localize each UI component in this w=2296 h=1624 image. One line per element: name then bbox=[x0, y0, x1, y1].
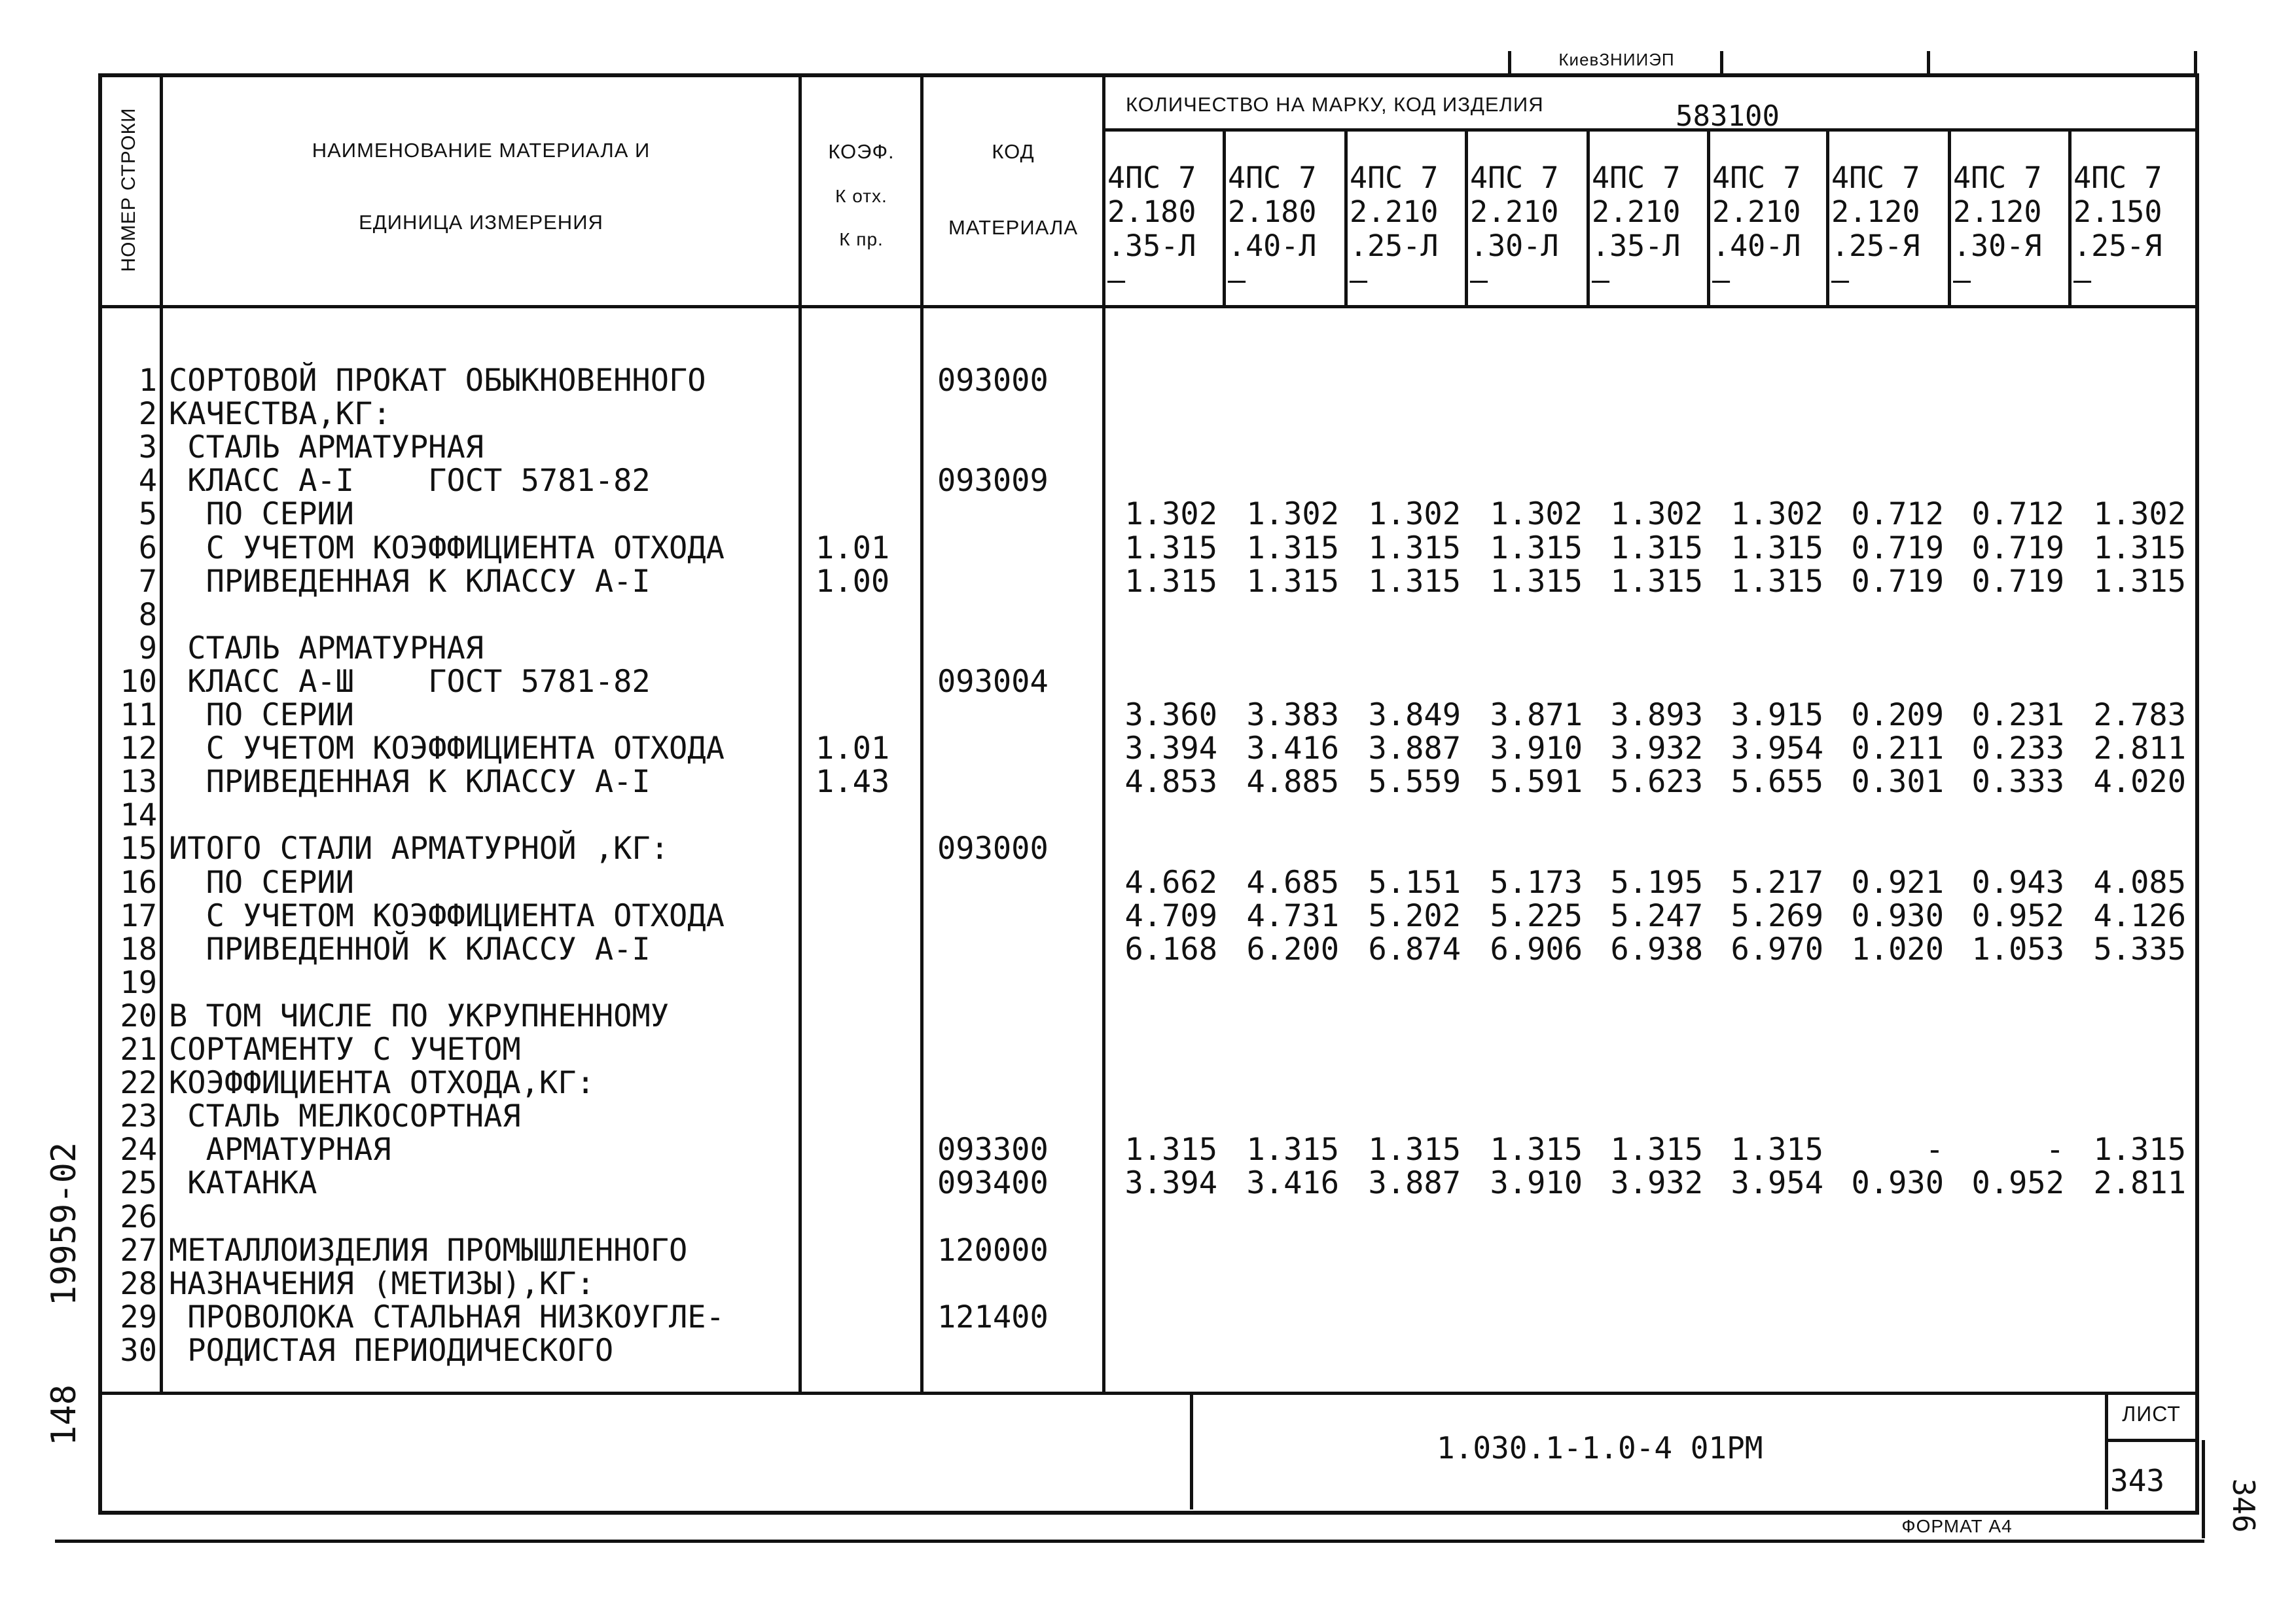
row-number: 13 bbox=[120, 764, 157, 801]
material-name-header-line2: ЕДИНИЦА ИЗМЕРЕНИЯ bbox=[359, 211, 603, 234]
mark-header-line: 4ПС 7 bbox=[1228, 160, 1317, 195]
quantity-value: 3.954 bbox=[1731, 731, 1823, 767]
row-number: 25 bbox=[120, 1165, 157, 1202]
quantity-value: 6.168 bbox=[1124, 931, 1217, 967]
mark-header-line: – bbox=[1831, 262, 1850, 297]
row-number: 9 bbox=[138, 630, 157, 666]
quantity-value: 2.783 bbox=[2093, 697, 2186, 733]
quantity-value: 5.225 bbox=[1490, 897, 1583, 934]
material-name: КАТАНКА bbox=[169, 1165, 317, 1202]
quantity-value: 3.394 bbox=[1124, 1165, 1217, 1202]
quantity-value: 1.315 bbox=[1490, 530, 1583, 566]
quantity-value: 1.315 bbox=[1731, 530, 1823, 566]
quantity-value: 5.655 bbox=[1731, 764, 1823, 801]
quantity-value: 1.302 bbox=[1124, 496, 1217, 533]
material-name: С УЧЕТОМ КОЭФФИЦИЕНТА ОТХОДА bbox=[169, 897, 725, 934]
quantity-value: 0.930 bbox=[1851, 897, 1944, 934]
coefficient: 1.01 bbox=[816, 731, 890, 767]
quantity-header: КОЛИЧЕСТВО НА МАРКУ, КОД ИЗДЕЛИЯ bbox=[1126, 93, 1544, 116]
quantity-value: 5.202 bbox=[1368, 897, 1461, 934]
row-number: 27 bbox=[120, 1232, 157, 1269]
material-name: ПО СЕРИИ bbox=[169, 496, 354, 533]
quantity-value: 3.394 bbox=[1124, 731, 1217, 767]
col-line-coef bbox=[920, 73, 924, 1393]
quantity-value: 1.315 bbox=[1368, 1132, 1461, 1168]
row-number: 30 bbox=[120, 1332, 157, 1369]
quantity-value: 4.020 bbox=[2093, 764, 2186, 801]
quantity-value: 6.970 bbox=[1731, 931, 1823, 967]
mark-header-line: 2.120 bbox=[1953, 194, 2042, 229]
row-number: 24 bbox=[120, 1132, 157, 1168]
mark-header-line: 2.180 bbox=[1228, 194, 1317, 229]
col-line-name bbox=[798, 73, 802, 1393]
mark-header-line: – bbox=[1592, 262, 1610, 297]
mark-header-line: 2.180 bbox=[1107, 194, 1196, 229]
mark-header-line: .25-Л bbox=[1350, 228, 1439, 263]
material-name: КАЧЕСТВА,КГ: bbox=[169, 396, 391, 433]
row-number: 15 bbox=[120, 831, 157, 867]
quantity-value: 4.709 bbox=[1124, 897, 1217, 934]
mark-header-line: – bbox=[1712, 262, 1731, 297]
mark-col-line bbox=[2068, 128, 2072, 306]
quantity-value: 1.302 bbox=[1246, 496, 1339, 533]
quantity-value: 5.247 bbox=[1610, 897, 1703, 934]
quantity-value: - bbox=[2045, 1132, 2064, 1168]
quantity-value: 4.085 bbox=[2093, 864, 2186, 901]
mark-header-line: 4ПС 7 bbox=[1953, 160, 2042, 195]
row-number: 29 bbox=[120, 1299, 157, 1335]
mark-header-line: .25-Я bbox=[1831, 228, 1920, 263]
quantity-value: 2.811 bbox=[2093, 731, 2186, 767]
quantity-value: 1.315 bbox=[1246, 1132, 1339, 1168]
quantity-value: 0.930 bbox=[1851, 1165, 1944, 1202]
mark-col-line bbox=[1948, 128, 1951, 306]
quantity-value: 1.315 bbox=[1610, 1132, 1703, 1168]
quantity-value: 1.302 bbox=[1368, 496, 1461, 533]
quantity-value: 6.200 bbox=[1246, 931, 1339, 967]
mark-header-line: .25-Я bbox=[2073, 228, 2162, 263]
quantity-value: 1.053 bbox=[1971, 931, 2064, 967]
document-code: 1.030.1-1.0-4 01РМ bbox=[1437, 1430, 1763, 1466]
material-name: ИТОГО СТАЛИ АРМАТУРНОЙ ,КГ: bbox=[169, 831, 670, 867]
mark-col-line bbox=[1587, 128, 1590, 306]
row-number: 3 bbox=[138, 429, 157, 466]
quantity-value: 0.712 bbox=[1971, 496, 2064, 533]
quantity-value: 0.719 bbox=[1971, 530, 2064, 566]
quantity-value: 1.315 bbox=[1731, 563, 1823, 600]
row-number: 26 bbox=[120, 1199, 157, 1235]
row-number: 17 bbox=[120, 897, 157, 934]
quantity-value: 1.302 bbox=[1731, 496, 1823, 533]
quantity-value: 4.685 bbox=[1246, 864, 1339, 901]
quantity-value: 1.315 bbox=[1610, 530, 1703, 566]
mark-header-line: – bbox=[1350, 262, 1368, 297]
row-number: 2 bbox=[138, 396, 157, 433]
quantity-value: 1.315 bbox=[1246, 563, 1339, 600]
quantity-value: 3.932 bbox=[1610, 1165, 1703, 1202]
material-name: СОРТАМЕНТУ С УЧЕТОМ bbox=[169, 1032, 521, 1068]
quantity-value: 3.932 bbox=[1610, 731, 1703, 767]
material-code: 121400 bbox=[937, 1299, 1049, 1335]
quantity-value: 4.126 bbox=[2093, 897, 2186, 934]
row-number: 6 bbox=[138, 530, 157, 566]
quantity-value: 1.315 bbox=[1368, 563, 1461, 600]
mark-header-line: .40-Л bbox=[1228, 228, 1317, 263]
quantity-value: 0.209 bbox=[1851, 697, 1944, 733]
mark-header-line: – bbox=[1953, 262, 1971, 297]
row-number: 11 bbox=[120, 697, 157, 733]
mark-header-line: 4ПС 7 bbox=[1470, 160, 1559, 195]
side-number-right: 346 bbox=[2226, 1478, 2261, 1533]
quantity-label-divider bbox=[1102, 128, 2198, 132]
quantity-value: 3.910 bbox=[1490, 1165, 1583, 1202]
quantity-value: 0.921 bbox=[1851, 864, 1944, 901]
quantity-value: 3.887 bbox=[1368, 731, 1461, 767]
mark-col-line bbox=[1344, 128, 1348, 306]
coef-header-line1: КОЭФ. bbox=[828, 140, 895, 163]
material-name: ПРОВОЛОКА СТАЛЬНАЯ НИЗКОУГЛЕ- bbox=[169, 1299, 725, 1335]
material-name: АРМАТУРНАЯ bbox=[169, 1132, 391, 1168]
quantity-value: 0.952 bbox=[1971, 1165, 2064, 1202]
mark-header-line: .35-Л bbox=[1107, 228, 1196, 263]
mark-header-line: 2.210 bbox=[1350, 194, 1439, 229]
material-name: СТАЛЬ АРМАТУРНАЯ bbox=[169, 630, 484, 666]
quantity-value: 4.662 bbox=[1124, 864, 1217, 901]
material-name: В ТОМ ЧИСЛЕ ПО УКРУПНЕННОМУ bbox=[169, 998, 670, 1034]
footer-sheet-divider bbox=[2105, 1439, 2197, 1442]
quantity-value: 0.333 bbox=[1971, 764, 2064, 801]
quantity-value: 0.231 bbox=[1971, 697, 2064, 733]
col-line-code bbox=[1102, 73, 1105, 1393]
quantity-value: 1.315 bbox=[1246, 530, 1339, 566]
material-code: 093000 bbox=[937, 363, 1049, 399]
coef-header-line2: К отх. bbox=[835, 186, 888, 206]
side-number-left: 148 bbox=[45, 1384, 84, 1446]
material-name: НАЗНАЧЕНИЯ (МЕТИЗЫ),КГ: bbox=[169, 1265, 595, 1302]
row-number: 4 bbox=[138, 463, 157, 499]
mark-header-line: – bbox=[2073, 262, 2092, 297]
mark-col-line bbox=[1707, 128, 1710, 306]
material-name: СОРТОВОЙ ПРОКАТ ОБЫКНОВЕННОГО bbox=[169, 363, 706, 399]
stamp-line bbox=[1720, 51, 1723, 75]
quantity-value: 0.719 bbox=[1851, 530, 1944, 566]
row-number-header: НОМЕР СТРОКИ bbox=[118, 107, 139, 272]
mark-header-line: 4ПС 7 bbox=[1712, 160, 1801, 195]
quantity-value: 5.559 bbox=[1368, 764, 1461, 801]
row-number: 16 bbox=[120, 864, 157, 901]
quantity-value: 3.954 bbox=[1731, 1165, 1823, 1202]
mark-header-line: .30-Я bbox=[1953, 228, 2042, 263]
side-inventory-number: 19959-02 bbox=[45, 1142, 84, 1307]
material-name: КЛАСС А-I ГОСТ 5781-82 bbox=[169, 463, 651, 499]
quantity-value: 1.315 bbox=[1490, 1132, 1583, 1168]
quantity-value: 4.731 bbox=[1246, 897, 1339, 934]
row-number: 12 bbox=[120, 731, 157, 767]
coefficient: 1.00 bbox=[816, 563, 890, 600]
mark-col-line bbox=[1465, 128, 1468, 306]
quantity-value: 3.360 bbox=[1124, 697, 1217, 733]
quantity-value: 5.591 bbox=[1490, 764, 1583, 801]
quantity-value: 4.885 bbox=[1246, 764, 1339, 801]
row-number: 18 bbox=[120, 931, 157, 967]
mark-header-line: 2.150 bbox=[2073, 194, 2162, 229]
coefficient: 1.43 bbox=[816, 764, 890, 801]
quantity-value: 3.910 bbox=[1490, 731, 1583, 767]
material-name: СТАЛЬ АРМАТУРНАЯ bbox=[169, 429, 484, 466]
quantity-value: 6.874 bbox=[1368, 931, 1461, 967]
quantity-value: 1.315 bbox=[1124, 530, 1217, 566]
quantity-value: 5.217 bbox=[1731, 864, 1823, 901]
quantity-value: 4.853 bbox=[1124, 764, 1217, 801]
quantity-value: 1.315 bbox=[2093, 1132, 2186, 1168]
material-name: ПРИВЕДЕННАЯ К КЛАССУ А-I bbox=[169, 563, 651, 600]
material-name-header-line1: НАИМЕНОВАНИЕ МАТЕРИАЛА И bbox=[312, 139, 651, 162]
material-code: 120000 bbox=[937, 1232, 1049, 1269]
quantity-value: 5.623 bbox=[1610, 764, 1703, 801]
format-label: ФОРМАТ А4 bbox=[1901, 1516, 2013, 1536]
mark-header-line: 2.210 bbox=[1470, 194, 1559, 229]
quantity-value: 3.849 bbox=[1368, 697, 1461, 733]
stamp-line bbox=[1927, 51, 1930, 75]
quantity-value: 6.938 bbox=[1610, 931, 1703, 967]
material-code: 093000 bbox=[937, 831, 1049, 867]
quantity-value: 1.315 bbox=[2093, 530, 2186, 566]
material-name: КОЭФФИЦИЕНТА ОТХОДА,КГ: bbox=[169, 1065, 595, 1102]
col-line-rownum bbox=[160, 73, 163, 1393]
material-name: МЕТАЛЛОИЗДЕЛИЯ ПРОМЫШЛЕННОГО bbox=[169, 1232, 688, 1269]
quantity-value: 0.712 bbox=[1851, 496, 1944, 533]
material-code: 093300 bbox=[937, 1132, 1049, 1168]
sheet-number: 343 bbox=[2110, 1463, 2165, 1498]
mark-col-line bbox=[1826, 128, 1829, 306]
mark-header-line: – bbox=[1470, 262, 1488, 297]
mark-header-line: 2.210 bbox=[1592, 194, 1681, 229]
quantity-value: 1.315 bbox=[1731, 1132, 1823, 1168]
mark-header-line: 4ПС 7 bbox=[1831, 160, 1920, 195]
material-name: ПО СЕРИИ bbox=[169, 697, 354, 733]
sheet-label: ЛИСТ bbox=[2122, 1402, 2181, 1426]
material-name: ПРИВЕДЕННАЯ К КЛАССУ А-I bbox=[169, 764, 651, 801]
quantity-value: 1.302 bbox=[2093, 496, 2186, 533]
quantity-value: 0.301 bbox=[1851, 764, 1944, 801]
mark-header-line: .35-Л bbox=[1592, 228, 1681, 263]
material-name: ПО СЕРИИ bbox=[169, 864, 354, 901]
quantity-value: 5.335 bbox=[2093, 931, 2186, 967]
mark-header-line: .30-Л bbox=[1470, 228, 1559, 263]
coef-header-line3: К пр. bbox=[839, 229, 884, 249]
material-code: 093004 bbox=[937, 663, 1049, 700]
row-number: 5 bbox=[138, 496, 157, 533]
row-number: 22 bbox=[120, 1065, 157, 1102]
quantity-value: 1.302 bbox=[1490, 496, 1583, 533]
quantity-value: 3.383 bbox=[1246, 697, 1339, 733]
material-name: СТАЛЬ МЕЛКОСОРТНАЯ bbox=[169, 1098, 521, 1135]
quantity-value: 1.315 bbox=[1368, 530, 1461, 566]
quantity-value: 0.943 bbox=[1971, 864, 2064, 901]
right-margin-line bbox=[2202, 1440, 2205, 1538]
footer-divider bbox=[98, 1392, 2198, 1395]
quantity-value: 3.893 bbox=[1610, 697, 1703, 733]
stamp-line bbox=[2194, 51, 2197, 75]
quantity-value: 6.906 bbox=[1490, 931, 1583, 967]
quantity-value: 1.315 bbox=[2093, 563, 2186, 600]
material-code: 093400 bbox=[937, 1165, 1049, 1202]
quantity-value: 1.315 bbox=[1490, 563, 1583, 600]
quantity-value: 2.811 bbox=[2093, 1165, 2186, 1202]
code-header-line2: МАТЕРИАЛА bbox=[948, 216, 1079, 239]
row-number: 7 bbox=[138, 563, 157, 600]
quantity-value: 3.871 bbox=[1490, 697, 1583, 733]
quantity-value: 1.315 bbox=[1610, 563, 1703, 600]
quantity-value: 5.173 bbox=[1490, 864, 1583, 901]
material-name: РОДИСТАЯ ПЕРИОДИЧЕСКОГО bbox=[169, 1332, 614, 1369]
mark-header-line: – bbox=[1107, 262, 1126, 297]
row-number: 20 bbox=[120, 998, 157, 1034]
mark-col-line bbox=[1223, 128, 1226, 306]
quantity-value: 3.915 bbox=[1731, 697, 1823, 733]
quantity-value: 0.719 bbox=[1971, 563, 2064, 600]
material-name: КЛАСС А-Ш ГОСТ 5781-82 bbox=[169, 663, 651, 700]
quantity-value: 0.719 bbox=[1851, 563, 1944, 600]
product-code: 583100 bbox=[1676, 99, 1780, 133]
material-code: 093009 bbox=[937, 463, 1049, 499]
quantity-value: 3.887 bbox=[1368, 1165, 1461, 1202]
row-number: 14 bbox=[120, 797, 157, 834]
mark-header-line: 4ПС 7 bbox=[2073, 160, 2162, 195]
footer-doc-left-border bbox=[1190, 1392, 1193, 1509]
row-number: 28 bbox=[120, 1265, 157, 1302]
stamp-organization: КиевЗНИИЭП bbox=[1558, 50, 1675, 69]
mark-header-line: 4ПС 7 bbox=[1350, 160, 1439, 195]
stamp-line bbox=[1508, 51, 1511, 75]
quantity-value: 0.952 bbox=[1971, 897, 2064, 934]
quantity-value: 0.211 bbox=[1851, 731, 1944, 767]
header-divider bbox=[98, 305, 2198, 308]
row-number: 23 bbox=[120, 1098, 157, 1135]
coefficient: 1.01 bbox=[816, 530, 890, 566]
code-header-line1: КОД bbox=[992, 140, 1035, 163]
material-name: С УЧЕТОМ КОЭФФИЦИЕНТА ОТХОДА bbox=[169, 530, 725, 566]
mark-header-line: .40-Л bbox=[1712, 228, 1801, 263]
mark-header-line: 2.120 bbox=[1831, 194, 1920, 229]
quantity-value: 1.315 bbox=[1124, 563, 1217, 600]
quantity-value: 1.315 bbox=[1124, 1132, 1217, 1168]
footer-sheet-left-border bbox=[2105, 1392, 2108, 1509]
mark-header-line: 4ПС 7 bbox=[1592, 160, 1681, 195]
quantity-value: 1.020 bbox=[1851, 931, 1944, 967]
quantity-value: 5.195 bbox=[1610, 864, 1703, 901]
mark-header-line: – bbox=[1228, 262, 1246, 297]
material-name: ПРИВЕДЕННОЙ К КЛАССУ А-I bbox=[169, 931, 651, 967]
quantity-value: 3.416 bbox=[1246, 731, 1339, 767]
row-number: 1 bbox=[138, 363, 157, 399]
quantity-value: 5.151 bbox=[1368, 864, 1461, 901]
quantity-value: 0.233 bbox=[1971, 731, 2064, 767]
quantity-value: 3.416 bbox=[1246, 1165, 1339, 1202]
material-name: С УЧЕТОМ КОЭФФИЦИЕНТА ОТХОДА bbox=[169, 731, 725, 767]
quantity-value: - bbox=[1925, 1132, 1944, 1168]
bottom-margin-line bbox=[55, 1540, 2204, 1543]
mark-header-line: 2.210 bbox=[1712, 194, 1801, 229]
quantity-value: 5.269 bbox=[1731, 897, 1823, 934]
row-number: 10 bbox=[120, 663, 157, 700]
row-number: 8 bbox=[138, 596, 157, 633]
row-number: 19 bbox=[120, 964, 157, 1001]
mark-header-line: 4ПС 7 bbox=[1107, 160, 1196, 195]
row-number: 21 bbox=[120, 1032, 157, 1068]
quantity-value: 1.302 bbox=[1610, 496, 1703, 533]
